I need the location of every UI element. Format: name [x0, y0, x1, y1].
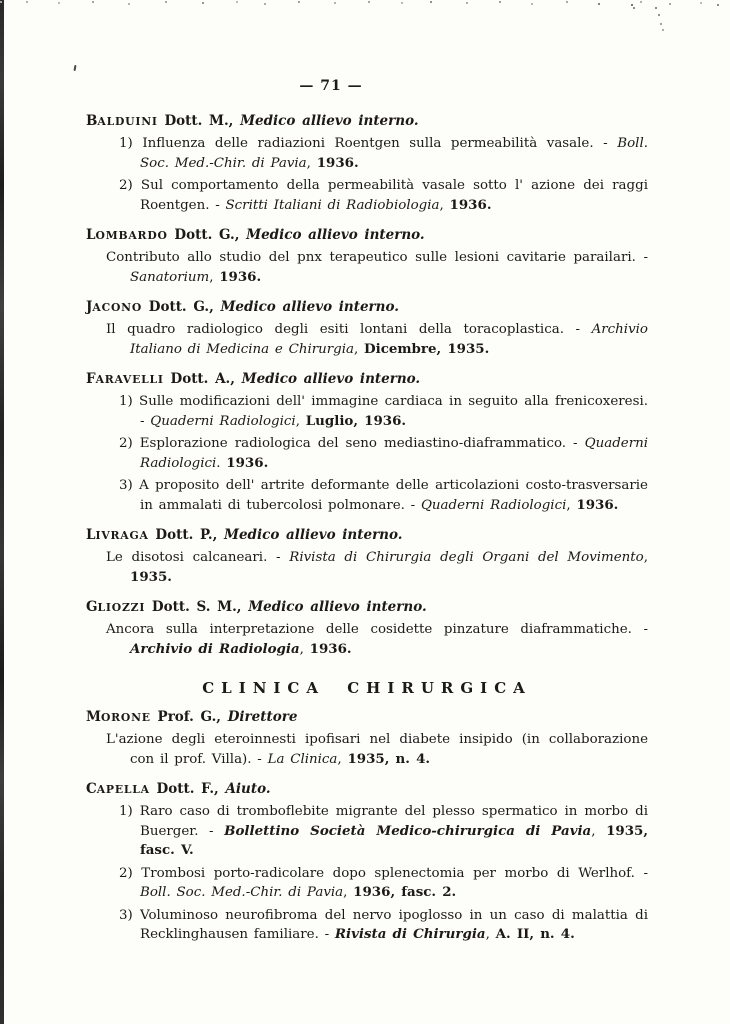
author-name-initial: F	[86, 371, 96, 387]
publication-text-segment: ,	[566, 497, 577, 513]
section-heading: CLINICA CHIRURGICA	[202, 679, 532, 697]
publication-text-segment: 1936.	[219, 268, 262, 285]
bibliography-entry	[86, 226, 648, 287]
publication-text-segment: 1936.	[309, 640, 352, 657]
author-name-initial: J	[86, 299, 93, 315]
page-content	[86, 0, 648, 945]
item-number: 2)	[119, 178, 141, 193]
bibliography-sections	[86, 112, 648, 945]
entry-heading	[86, 226, 648, 245]
publication-text-segment: Rivista di Chirurgia	[334, 926, 486, 942]
publication-text-segment: ,	[343, 885, 354, 900]
author-role: Direttore	[227, 709, 298, 725]
item-number: 1)	[119, 136, 143, 151]
author-name	[86, 599, 145, 615]
bibliography-entry	[86, 526, 648, 587]
publication-text-segment: ,	[354, 341, 365, 357]
entry-heading	[86, 708, 648, 727]
author-name-smallcaps: OMBARDO	[95, 229, 168, 242]
publication-item	[86, 434, 648, 473]
publication-text-segment: ,	[485, 927, 496, 942]
publication-item	[86, 802, 648, 861]
publication-text-segment: ,	[337, 751, 348, 767]
publication-text-segment: 1936.	[226, 454, 269, 471]
author-role: Medico allievo interno.	[240, 113, 419, 129]
publication-text-segment: 1935.	[130, 568, 172, 585]
publication-item	[86, 906, 648, 945]
author-role: Medico allievo interno.	[224, 527, 403, 543]
publication-text-segment: Quaderni Radiologici	[140, 436, 648, 471]
author-role: Medico allievo interno.	[246, 227, 425, 243]
item-number: 2)	[119, 865, 142, 881]
entry-heading	[86, 112, 648, 131]
publication-text-segment: Voluminoso neurofibroma del nervo ipoglosso in un caso di malattia di Recklinghausen familiare. -	[140, 907, 648, 942]
publication-text-segment: 1936, fasc. 2.	[353, 884, 457, 900]
scan-stray-mark	[73, 65, 76, 71]
publication-text-segment: La Clinica	[267, 751, 338, 767]
publication-text-segment: 1935, n. 4.	[347, 750, 431, 767]
item-number: 3)	[119, 907, 140, 923]
author-name	[86, 299, 142, 315]
publication-item	[86, 134, 648, 173]
publication-item	[86, 176, 648, 215]
publication-text-segment: 1936.	[576, 496, 619, 513]
entry-heading	[86, 526, 648, 545]
publication-text-segment: ,	[439, 197, 450, 213]
publication-text-segment: .	[216, 455, 227, 471]
bibliography-entry	[86, 598, 648, 659]
author-name-smallcaps: ORONE	[100, 711, 151, 724]
publication-text-segment: 1935, fasc. V.	[140, 822, 649, 858]
author-role: Medico allievo interno.	[241, 371, 421, 387]
bibliography-section	[86, 112, 648, 659]
publication-text-segment: Raro caso di tromboflebite migrante del plesso spermatico in morbo di Buerger. -	[139, 804, 648, 839]
publication-item	[86, 620, 648, 659]
author-name-initial: G	[86, 599, 98, 615]
publication-item	[86, 730, 648, 769]
author-name-smallcaps: ALDUINI	[97, 115, 158, 128]
publication-text-segment: Luglio, 1936.	[305, 412, 407, 429]
author-title: Dott. S. M.,	[145, 599, 249, 615]
publication-text-segment: Scritti Italiani di Radiobiologia	[225, 197, 440, 213]
publication-item	[86, 548, 648, 587]
publication-text-segment: Quaderni Radiologici	[420, 497, 567, 513]
author-role: Medico allievo interno.	[220, 299, 399, 315]
publication-text-segment: ,	[295, 413, 306, 429]
publication-text-segment: 1936.	[449, 196, 492, 213]
author-role: Medico allievo interno.	[248, 599, 427, 615]
entry-heading	[86, 598, 648, 617]
author-title: Dott. A.,	[163, 371, 242, 387]
author-title: Dott. F.,	[149, 781, 226, 797]
publication-text-segment: Dicembre, 1935.	[364, 340, 490, 357]
publication-text-segment: Bollettino Società Medico-chirurgica di Pavia	[224, 822, 592, 839]
author-name-smallcaps: ACONO	[92, 301, 143, 314]
publication-text-segment: Contributo allo studio del pnx terapeutico sulle lesioni cavitarie parailari. -	[106, 250, 648, 265]
author-role: Aiuto.	[225, 781, 271, 797]
publication-item	[86, 248, 648, 287]
page-number: — 71 —	[299, 78, 363, 94]
publication-item	[86, 320, 648, 359]
item-number: 3)	[119, 478, 140, 493]
publication-text-segment: Sul comportamento della permeabilità vasale sotto l' azione dei raggi Roentgen. -	[140, 178, 648, 213]
scan-noise-specks	[0, 1, 2, 3]
publication-text-segment: 1936.	[316, 154, 359, 171]
publication-item	[86, 392, 648, 431]
item-number: 1)	[119, 804, 140, 819]
publication-text-segment: Boll. Soc. Med.-Chir. di Pavia	[140, 885, 344, 900]
publication-text-segment: Ancora sulla interpretazione delle cosidette pinzature diaframmatiche. -	[106, 622, 648, 637]
author-name-initial: B	[86, 113, 98, 129]
publication-text-segment: Quaderni Radiologici	[150, 413, 296, 429]
author-title: Dott. G.,	[142, 299, 221, 315]
author-name	[86, 371, 164, 387]
author-name-initial: L	[86, 227, 96, 243]
bibliography-section	[86, 679, 648, 945]
publication-text-segment: Il quadro radiologico degli esiti lontani della toracoplastica. -	[106, 322, 592, 337]
publication-text-segment: Trombosi porto-radicolare dopo splenectomia per morbo di Werlhof. -	[141, 865, 648, 881]
publication-text-segment: Influenza delle radiazioni Roentgen sulla permeabilità vasale. -	[142, 136, 618, 151]
publication-item	[86, 864, 648, 903]
author-name-smallcaps: IVRAGA	[95, 529, 149, 542]
publication-text-segment: A. II, n. 4.	[495, 926, 575, 942]
author-name	[86, 709, 151, 725]
author-name-initial: M	[86, 709, 101, 725]
item-number: 2)	[119, 436, 140, 451]
scan-edge-artifact-left	[0, 0, 4, 1024]
publication-text-segment: Esplorazione radiologica del seno mediastino-diaframmatico. -	[139, 436, 585, 451]
publication-text-segment: Sanatorium	[130, 269, 210, 285]
publication-text-segment: ,	[643, 550, 648, 565]
author-name	[86, 527, 149, 543]
publication-text-segment: Boll. Soc. Med.-Chir. di Pavia	[140, 136, 648, 171]
author-name	[86, 113, 158, 129]
publication-text-segment: ,	[209, 269, 220, 285]
entry-heading	[86, 298, 648, 317]
bibliography-entry	[86, 708, 648, 769]
publication-item	[86, 476, 648, 515]
author-name	[86, 781, 150, 797]
author-name-smallcaps: APELLA	[96, 783, 150, 796]
bibliography-entry	[86, 780, 648, 945]
author-name-smallcaps: ARAVELLI	[95, 373, 164, 386]
author-title: Dott. P.,	[148, 527, 224, 543]
bibliography-entry	[86, 112, 648, 215]
author-title: Dott. G.,	[167, 227, 247, 243]
publication-text-segment: Rivista di Chirurgia degli Organi del Movimento	[289, 550, 644, 565]
author-title: Prof. G.,	[150, 709, 228, 725]
item-number: 1)	[119, 394, 140, 409]
entry-heading	[86, 370, 648, 389]
publication-text-segment: Sulle modificazioni dell' immagine cardiaca in seguito alla frenicoxeresi. -	[139, 394, 648, 429]
author-name	[86, 227, 168, 243]
author-name-initial: C	[86, 781, 97, 797]
entry-heading	[86, 780, 648, 799]
bibliography-entry	[86, 370, 648, 515]
author-name-smallcaps: LIOZZI	[97, 601, 146, 614]
publication-text-segment: ,	[299, 641, 310, 657]
author-name-initial: L	[86, 527, 96, 543]
author-title: Dott. M.,	[157, 113, 241, 129]
bibliography-entry	[86, 298, 648, 359]
publication-text-segment: A proposito dell' artrite deformante delle articolazioni costo-trasversarie in ammalati di tubercolosi polmonare. -	[139, 478, 648, 513]
publication-text-segment: Archivio di Radiologia	[130, 640, 300, 657]
publication-text-segment: L'azione degli eteroinnesti ipofisari nel diabete insipido (in collaborazione con il prof. Villa). -	[106, 732, 648, 767]
publication-text-segment: ,	[591, 823, 607, 839]
publication-text-segment: ,	[306, 155, 317, 171]
publication-text-segment: Le disotosi calcaneari. -	[106, 550, 290, 565]
publication-text-segment: Archivio Italiano di Medicina e Chirurgia	[130, 322, 648, 357]
